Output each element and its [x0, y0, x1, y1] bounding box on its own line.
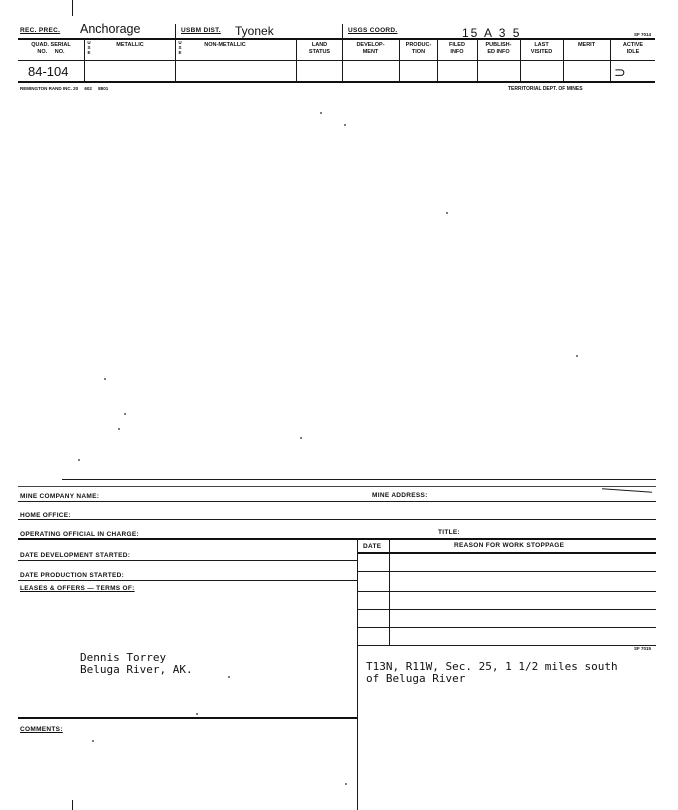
title-label: TITLE: [438, 529, 461, 536]
col-development: DEVELOP- MENT [356, 42, 385, 55]
col-last-visited: LAST VISITED [530, 42, 553, 55]
quad-serial-value: 84-104 [28, 64, 69, 79]
home-office-label: HOME OFFICE: [20, 512, 71, 519]
mine-address-label: MINE ADDRESS: [372, 492, 428, 499]
usgs-coord-label: USGS COORD. [348, 27, 398, 34]
usbm-dist-label: USBM DIST. [181, 27, 221, 34]
rec-prec-value: Anchorage [80, 22, 141, 36]
col-merit: MERIT [577, 42, 596, 48]
owner-name: Dennis Torrey [80, 651, 167, 664]
property-location-line-1: T13N, R11W, Sec. 25, 1 1/2 miles south [366, 660, 618, 673]
property-location-line-2: of Beluga River [366, 672, 466, 685]
col-non-metallic: NON-METALLIC [204, 42, 246, 48]
active-idle-mark: ⊃ [614, 64, 626, 80]
mine-company-label: MINE COMPANY NAME: [20, 493, 100, 500]
reason-header: REASON FOR WORK STOPPAGE [454, 542, 565, 549]
rec-prec-label: REC. PREC. [20, 27, 61, 34]
form-number-bottom: SF 7015 [634, 646, 652, 651]
comments-label: COMMENTS: [20, 726, 63, 733]
department-line: TERRITORIAL DEPT. OF MINES [508, 86, 583, 92]
date-development-label: DATE DEVELOPMENT STARTED: [20, 552, 131, 559]
col-filed-info: FILED INFO [449, 42, 465, 55]
col-metallic: METALLIC [116, 42, 144, 48]
col-active-idle: ACTIVE IDLE [622, 42, 644, 55]
leases-offers-label: LEASES & OFFERS — TERMS OF: [20, 585, 135, 592]
col-use-2: U S E [178, 40, 182, 55]
usbm-dist-value: Tyonek [235, 24, 274, 38]
col-land-status: LAND STATUS [308, 42, 331, 55]
usgs-coord-value: 15 A 3 5 [462, 26, 522, 40]
owner-location: Beluga River, AK. [80, 663, 193, 676]
col-quad-serial: QUAD. SERIAL NO. NO. [31, 42, 71, 55]
col-use-1: U S E [87, 40, 91, 55]
date-header: DATE [363, 543, 382, 550]
col-published-info: PUBLISH- ED INFO [485, 42, 512, 55]
top-tick-mark [72, 0, 73, 16]
printer-line: REMINGTON RAND INC. 20 602 8801 [20, 86, 109, 91]
date-production-label: DATE PRODUCTION STARTED: [20, 572, 125, 579]
operating-official-label: OPERATING OFFICIAL IN CHARGE: [20, 531, 139, 538]
col-production: PRODUC- TION [405, 42, 432, 55]
form-number-top: SF 7014 [634, 32, 652, 37]
